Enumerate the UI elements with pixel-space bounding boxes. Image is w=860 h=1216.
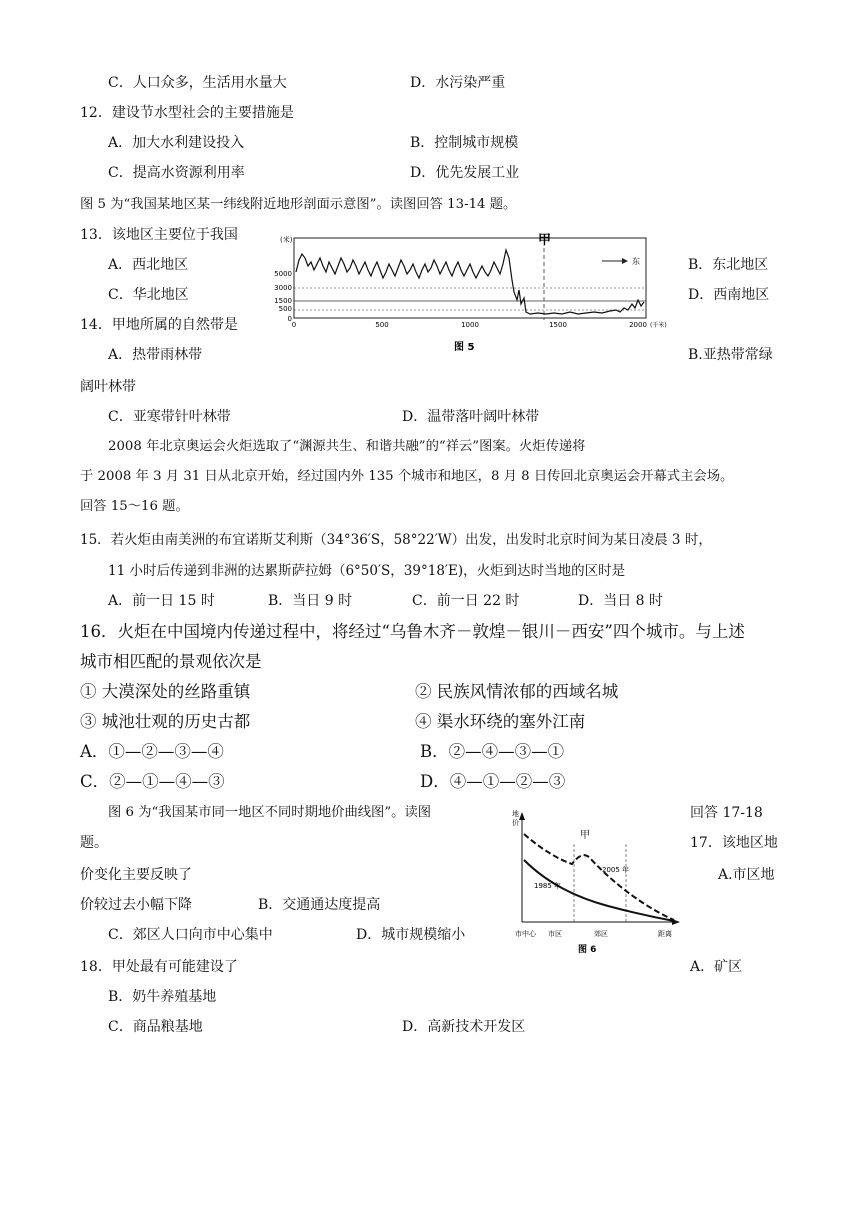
fig6-intro-a: 图 6 为“我国某市同一地区不同时期地价曲线图”。读图: [108, 805, 432, 820]
fig6-y-label-1: 地: [512, 810, 519, 818]
fig5-title: 图 5: [454, 342, 475, 353]
q13-option-b: B．东北地区: [688, 257, 769, 273]
q17-stem-a: 17．该地区地: [690, 835, 778, 851]
fig6-y-label-2: 价: [512, 819, 519, 827]
fig6-label-2005: 2005 年: [602, 866, 630, 874]
fig5-intro: 图 5 为“我国某地区某一纬线附近地形剖面示意图”。读图回答 13-14 题。: [80, 197, 517, 212]
q16-stem-line-1: 16．火炬在中国境内传递过程中，将经过“乌鲁木齐－敦煌－银川－西安”四个城市。与上述: [80, 622, 745, 641]
q14-option-d: D．温带落叶阔叶林带: [402, 409, 540, 425]
q16-option-d: D．④—①—②—③: [420, 772, 566, 791]
q15-stem-line-1: 15．若火炬由南美洲的布宜诺斯艾利斯（34°36′S，58°22′W）出发，出发时北京时间为某日凌晨 3 时，: [80, 532, 712, 548]
q18-option-b: B．奶牛养殖基地: [108, 989, 217, 1005]
olympic-para-line-2: 于 2008 年 3 月 31 日从北京开始，经过国内外 135 个城市和地区，8 月 8 日传回北京奥运会开幕式主会场。: [80, 469, 734, 484]
q14-option-c: C．亚寒带针叶林带: [108, 409, 231, 425]
q18-option-d: D．高新技术开发区: [402, 1019, 526, 1035]
q13-stem: 13．该地区主要位于我国: [80, 227, 238, 243]
q14-stem: 14．甲地所属的自然带是: [80, 317, 238, 333]
q15-option-a: A．前一日 15 时: [108, 593, 215, 609]
fig5-xtick-500: 500: [375, 321, 389, 329]
fig6-title: 图 6: [578, 945, 597, 955]
fig5-xtick-1500: 1500: [549, 321, 567, 329]
q12-option-c: C．提高水资源利用率: [108, 165, 245, 181]
q13-option-d: D．西南地区: [688, 287, 770, 303]
fig5-ytick-0: 0: [287, 315, 292, 323]
q17-option-a-b: 价较过去小幅下降: [80, 897, 192, 913]
fig5-ytick-3000: 3000: [274, 284, 292, 292]
q11-option-d: D．水污染严重: [410, 75, 506, 91]
q15-option-b: B．当日 9 时: [268, 593, 353, 609]
fig6-curve-1985: [524, 860, 674, 921]
fig5-xtick-2000: 2000: [629, 321, 647, 329]
q16-choice-3: ③ 城池壮观的历史古都: [80, 712, 251, 731]
q17-stem-b: 价变化主要反映了: [80, 867, 192, 883]
q16-option-a: A．①—②—③—④: [80, 742, 224, 761]
q16-choice-1: ① 大漠深处的丝路重镇: [80, 682, 251, 701]
fig5-east-arrowhead: [622, 258, 628, 264]
q16-choice-2: ② 民族风情浓郁的西域名城: [415, 682, 619, 701]
olympic-para-line-3: 回答 15～16 题。: [80, 499, 189, 514]
fig6-label-1985: 1985 年: [534, 882, 562, 890]
fig5-east-label: 东: [632, 257, 640, 266]
q18-stem: 18．甲处最有可能建设了: [80, 959, 238, 975]
q17-option-d: D．城市规模缩小: [356, 927, 466, 943]
q16-option-c: C．②—①—④—③: [80, 772, 225, 791]
q16-choice-4: ④ 渠水环绕的塞外江南: [415, 712, 586, 731]
q15-stem-line-2: 11 小时后传递到非洲的达累斯萨拉姆（6°50′S，39°18′E)，火炬到达时当地的区时是: [108, 563, 626, 579]
fig5-ytick-1500: 1500: [274, 297, 292, 305]
fig5-frame: [294, 238, 646, 318]
fig6-y-arrowhead: [519, 812, 525, 820]
q13-option-c: C．华北地区: [108, 287, 189, 303]
q17-option-a-a: A.市区地: [718, 867, 775, 883]
fig6-intro-c: 题。: [80, 835, 108, 851]
q12-option-b: B．控制城市规模: [410, 135, 519, 151]
q16-stem-line-2: 城市相匹配的景观依次是: [80, 652, 262, 671]
q14-option-a: A．热带雨林带: [108, 347, 203, 363]
q11-option-c: C．人口众多，生活用水量大: [108, 75, 287, 91]
q12-option-d: D．优先发展工业: [410, 165, 520, 181]
q17-option-b: B．交通通达度提高: [258, 897, 381, 913]
q12-stem: 12．建设节水型社会的主要措施是: [80, 105, 294, 121]
q18-option-c: C．商品粮基地: [108, 1019, 203, 1035]
fig6-x-label-center: 市中心: [515, 930, 536, 938]
fig6-x-label-distance: 距离: [658, 930, 672, 938]
fig5-ytick-5000: 5000: [274, 270, 292, 278]
fig5-label-jia: 甲: [538, 233, 552, 248]
fig6-label-jia: 甲: [580, 830, 590, 841]
q15-option-c: C．前一日 22 时: [412, 593, 520, 609]
figure-6-land-price-chart: [508, 804, 688, 960]
fig5-x-unit: (千米): [650, 322, 667, 329]
fig6-x-label-suburb: 郊区: [594, 930, 608, 938]
q18-option-a: A．矿区: [690, 959, 743, 975]
q14-option-b: B.亚热带常绿: [688, 347, 773, 363]
q17-option-c: C．郊区人口向市中心集中: [108, 927, 273, 943]
fig6-x-label-urban: 市区: [548, 930, 562, 938]
fig5-xtick-0: 0: [291, 321, 297, 329]
fig6-curve-2005: [524, 834, 674, 920]
fig5-y-unit: (米): [280, 236, 293, 244]
olympic-para-line-1: 2008 年北京奥运会火炬选取了“渊源共生、和谐共融”的“祥云”图案。火炬传递将: [108, 439, 586, 454]
fig5-terrain-line: [296, 250, 644, 314]
q15-option-d: D．当日 8 时: [578, 593, 664, 609]
q12-option-a: A．加大水利建设投入: [108, 135, 245, 151]
fig6-intro-b: 回答 17-18: [690, 805, 763, 821]
fig5-xtick-1000: 1000: [461, 321, 479, 329]
q16-option-b: B．②—④—③—①: [420, 742, 565, 761]
q13-option-a: A．西北地区: [108, 257, 189, 273]
fig5-ytick-500: 500: [278, 305, 292, 313]
figure-5-terrain-profile: [272, 228, 668, 356]
q14-option-b-cont: 阔叶林带: [80, 379, 136, 395]
